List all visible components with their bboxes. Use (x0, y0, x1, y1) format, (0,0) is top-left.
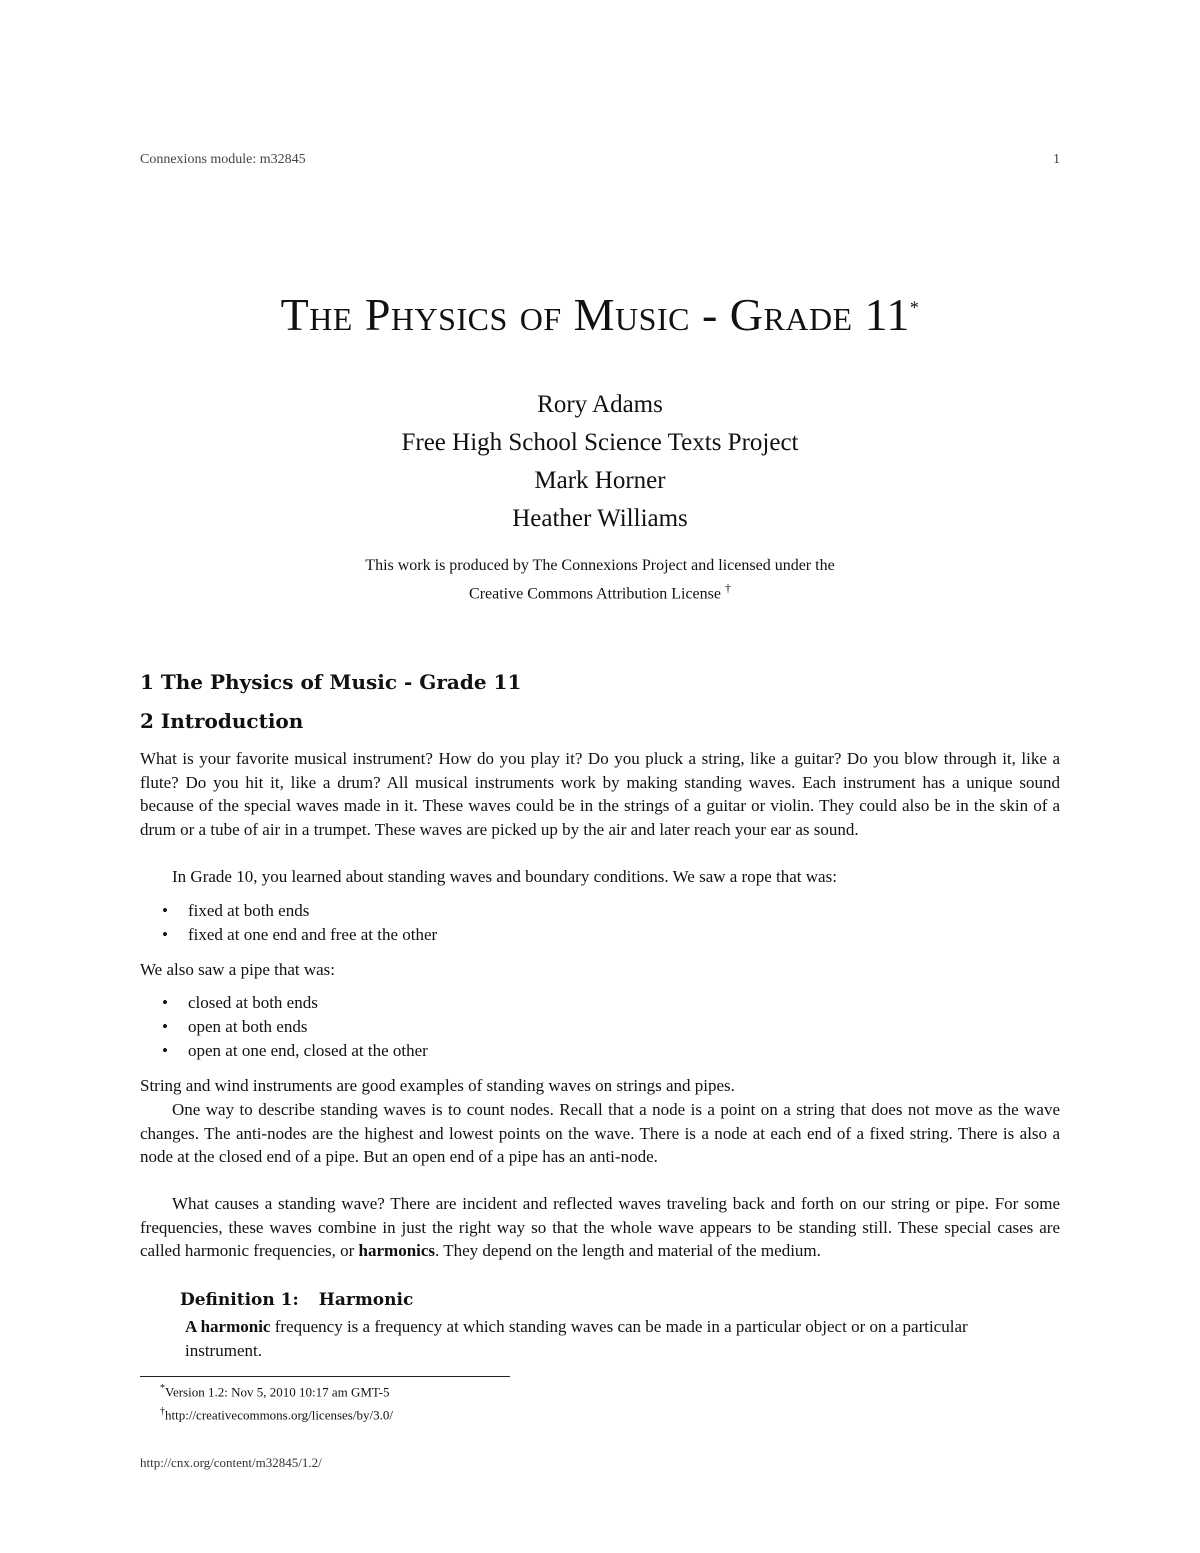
list-item: • closed at both ends (160, 991, 1040, 1015)
section-heading-physics-of-music: 1 The Physics of Music - Grade 11 (140, 670, 522, 694)
author-name: Heather Williams (512, 505, 688, 532)
list-item: • fixed at one end and free at the other (160, 923, 1040, 947)
harmonics-term: harmonics (358, 1241, 436, 1260)
section-heading-introduction: 2 Introduction (140, 709, 304, 733)
nodes-paragraph: One way to describe standing waves is to count nodes. Recall that a node is a point on a string that does not move as the wave changes. The anti-nodes are the highest and lowest points on the wave. There is a node at each end of a fixed string. There is also a node at the closed end of a pipe. But an open end of a pipe has an anti-node. (140, 1100, 1060, 1166)
license-link-text[interactable]: Creative Commons Attribution License (469, 585, 721, 603)
list-item: • fixed at both ends (160, 899, 1040, 923)
harmonics-paragraph: What causes a standing wave? There are incident and reflected waves traveling back and forth on our string or pipe. For some frequencies, these waves combine in just the right way so that the whole wave appears to be standing still. These special cases are called harmonic frequencies, or harmonics. They depend on the length and material of the medium. (140, 1194, 1060, 1260)
footnote-license-url: †http://creativecommons.org/licenses/by/3.0/ (160, 1406, 393, 1423)
footnote-divider (140, 1376, 510, 1377)
footer-url-link[interactable]: http://cnx.org/content/m32845/1.2/ (140, 1455, 322, 1470)
list-item: • open at both ends (160, 1015, 1040, 1039)
pipe-list (160, 991, 1040, 1063)
definition-heading (180, 1290, 413, 1310)
author-list (100, 386, 1100, 538)
license-line: This work is produced by The Connexions Project and licensed under the (365, 557, 835, 574)
footnotes (160, 1379, 393, 1426)
rope-paragraph: In Grade 10, you learned about standing waves and boundary conditions. We saw a rope that was: (172, 867, 837, 886)
author-name: Free High School Science Texts Project (401, 429, 799, 456)
definition-body: A harmonic frequency is a frequency at which standing waves can be made in a particular object or on a particular instrument. (185, 1317, 968, 1360)
document-title (100, 288, 1100, 341)
definition-term: Harmonic (318, 1290, 414, 1310)
title-text: The Physics of Music - Grade 11 (280, 289, 910, 340)
running-head (140, 152, 1060, 168)
list-item: • open at one end, closed at the other (160, 1039, 1040, 1063)
title-footnote-marker: * (909, 297, 920, 318)
module-id: Connexions module: m32845 (140, 152, 306, 167)
license-statement (200, 554, 1000, 605)
pipe-paragraph: We also saw a pipe that was: (140, 960, 336, 979)
instruments-paragraph: String and wind instruments are good examples of standing waves on strings and pipes. (140, 1076, 735, 1095)
intro-paragraph: What is your favorite musical instrument? How do you play it? Do you pluck a string, like a guitar? Do you blow through it, like a flute? Do you hit it, like a drum? All musical instruments work by making standing waves. Each instrument has a unique sound because of the special waves made in it. These waves could be in the strings of a guitar or violin. They could also be in the skin of a drum or a tube of air in a trumpet. These waves are picked up by the air and later reach your ear as sound. (140, 749, 1060, 839)
license-footnote-marker: † (724, 581, 731, 595)
page-number: 1 (1053, 152, 1060, 167)
rope-list (160, 899, 1040, 947)
footnote-version: *Version 1.2: Nov 5, 2010 10:17 am GMT-5 (160, 1383, 390, 1400)
author-name: Rory Adams (537, 391, 663, 418)
license-url-link[interactable]: http://creativecommons.org/licenses/by/3.0/ (165, 1407, 393, 1423)
author-name: Mark Horner (534, 467, 666, 494)
definition-label: Definition 1: (180, 1290, 299, 1310)
